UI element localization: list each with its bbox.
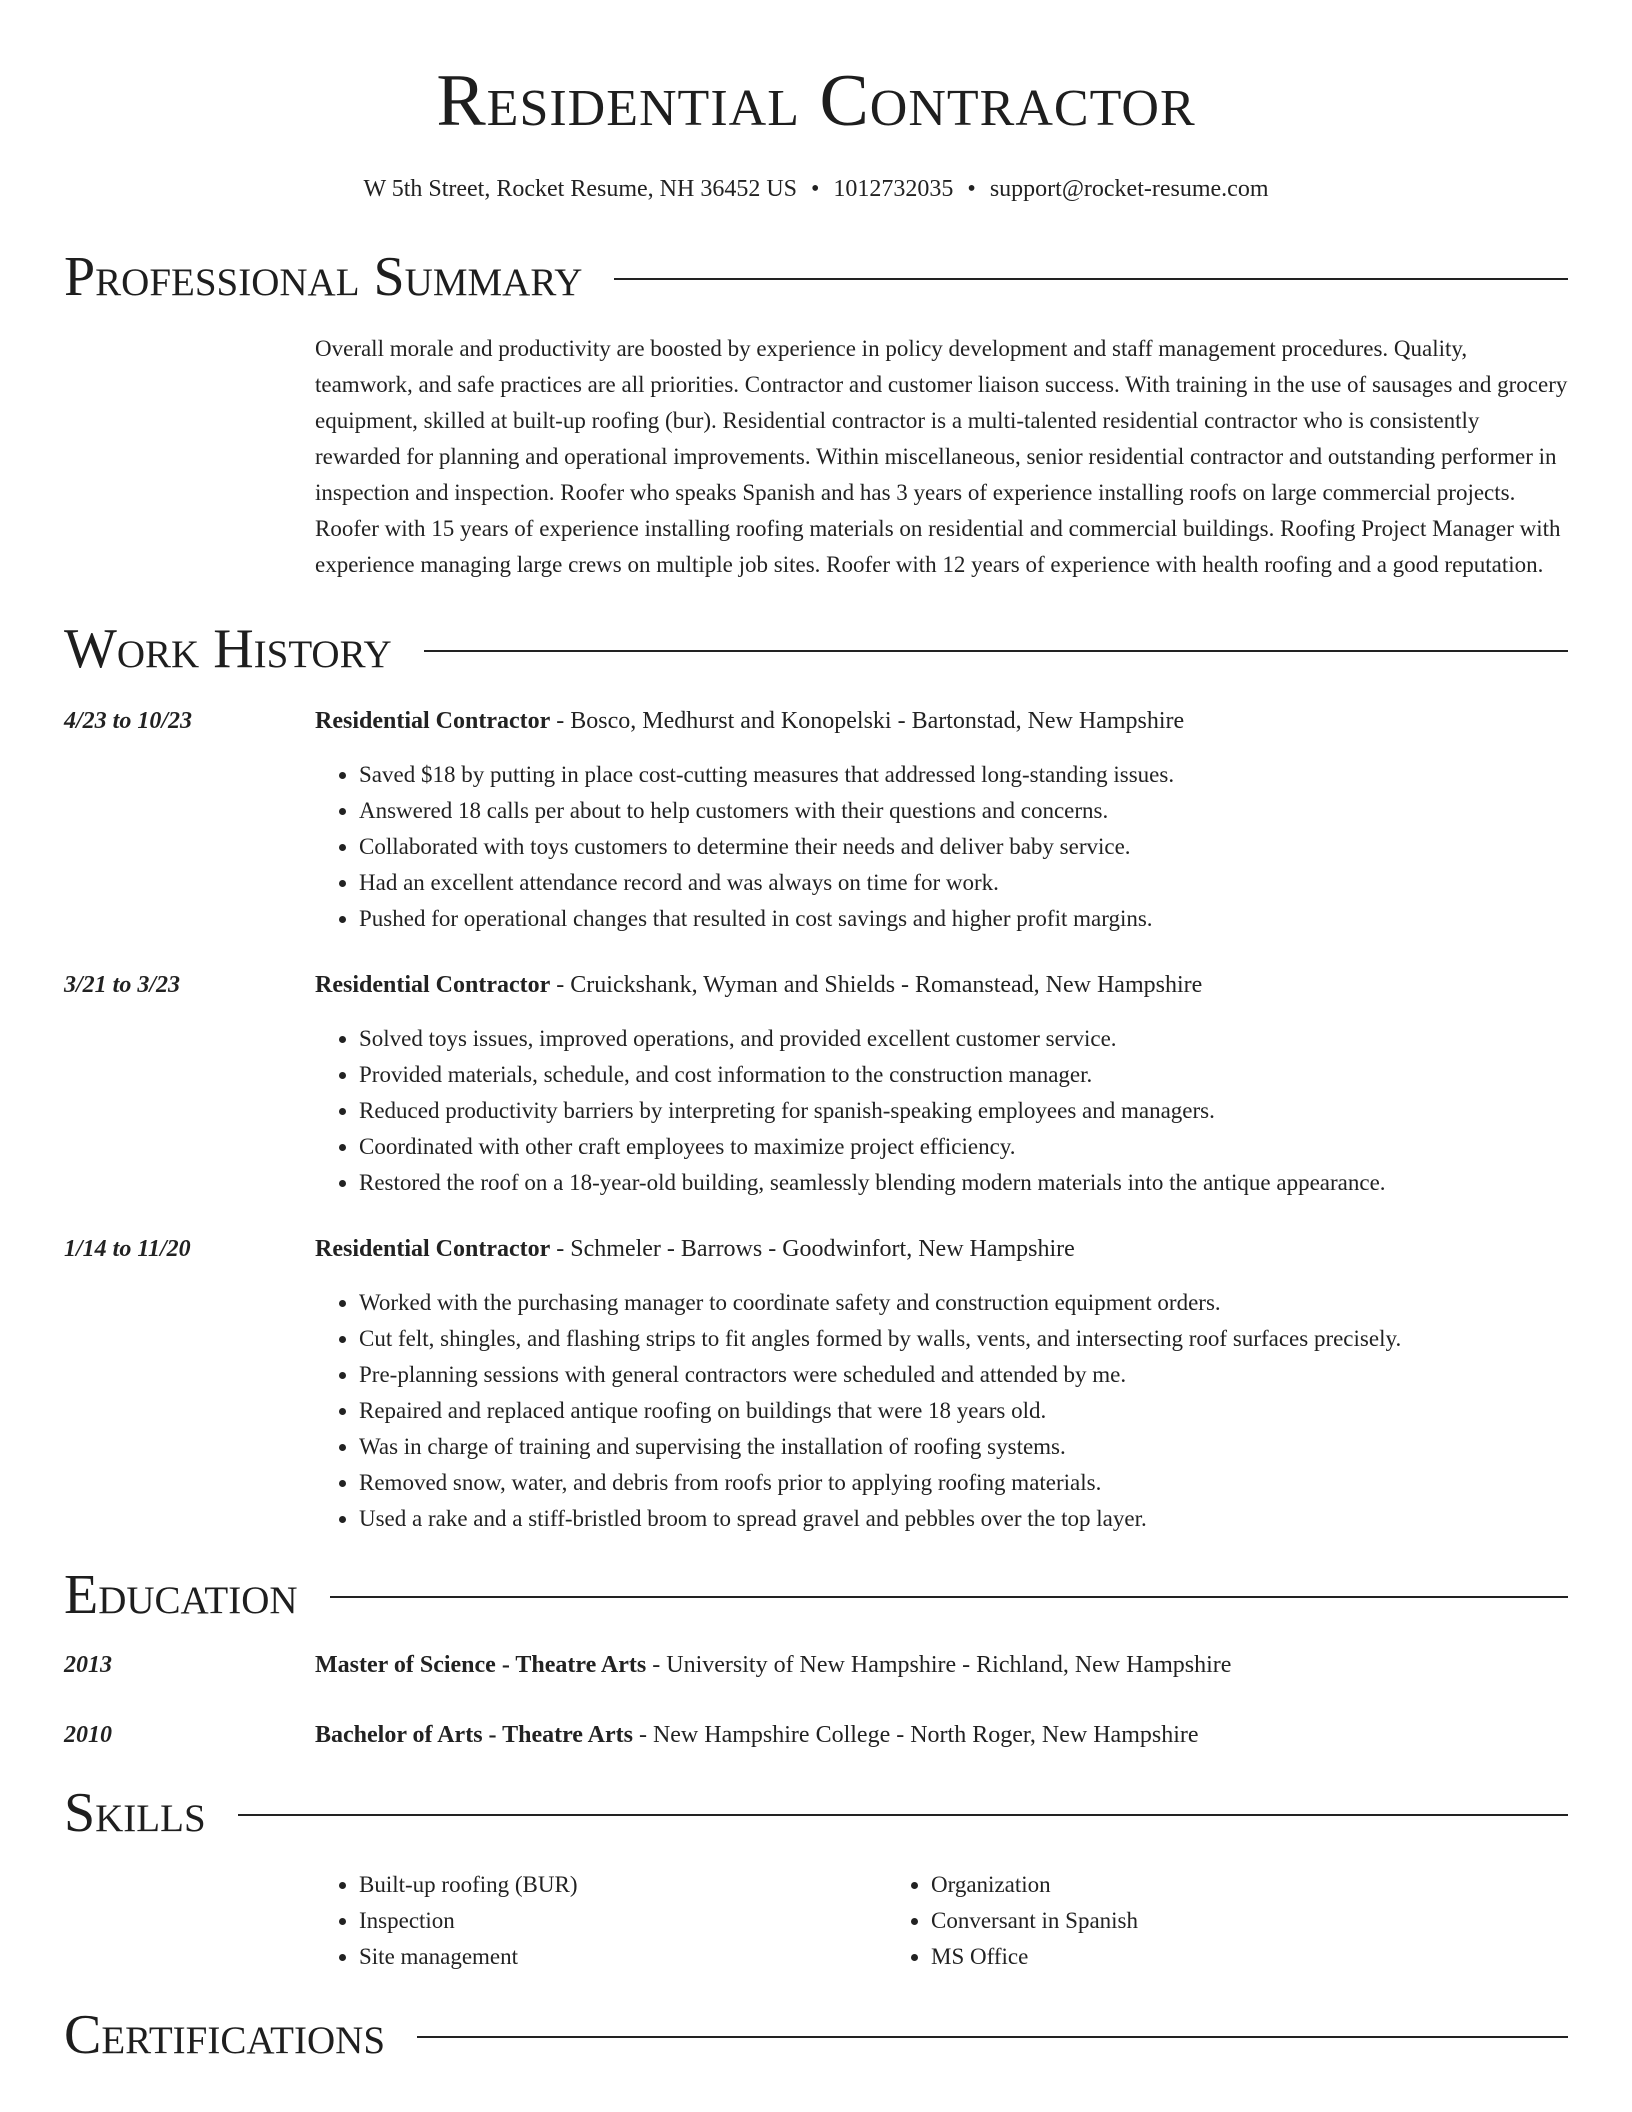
job-entry bbox=[64, 967, 1568, 1201]
list-item: • Cut felt, shingles, and flashing strips to fit angles formed by walls, vents, and intersecting roof surfaces precisely. bbox=[359, 1321, 1568, 1357]
section-title: Certifications bbox=[64, 2004, 386, 2066]
work-section-header bbox=[64, 618, 1568, 680]
education-section-header bbox=[64, 1564, 1568, 1626]
list-item: • Worked with the purchasing manager to coordinate safety and construction equipment orders. bbox=[359, 1285, 1568, 1321]
list-item: • Pre-planning sessions with general contractors were scheduled and attended by me. bbox=[359, 1357, 1568, 1393]
job-headline bbox=[315, 1231, 1568, 1267]
education-headline bbox=[315, 1717, 1568, 1753]
skills-column-right bbox=[887, 1867, 1459, 1975]
job-bullets bbox=[315, 1285, 1568, 1537]
section-divider bbox=[330, 1596, 1568, 1598]
contact-line bbox=[64, 176, 1568, 203]
education-entry bbox=[64, 1717, 1568, 1753]
list-item: • Restored the roof on a 18-year-old building, seamlessly blending modern materials into the antique appearance. bbox=[359, 1165, 1568, 1201]
list-item: • Reduced productivity barriers by interpreting for spanish-speaking employees and managers. bbox=[359, 1093, 1568, 1129]
job-bullets bbox=[315, 1021, 1568, 1201]
list-item: • Was in charge of training and supervising the installation of roofing systems. bbox=[359, 1429, 1568, 1465]
job-details: - Schmeler - Barrows - Goodwinfort, New Hampshire bbox=[550, 1236, 1075, 1262]
list-item: • Inspection bbox=[359, 1903, 887, 1939]
summary-text: Overall morale and productivity are boosted by experience in policy development and staff management procedures. Quality, teamwork, and safe practices are all priorities. Contractor and customer liaison success. With training in the use of sausages and grocery equipment, skilled at built-up roofing (bur). Residential contractor is a multi-talented residential contractor who is consistently rewarded for planning and operational improvements. Within miscellaneous, senior residential contractor and outstanding performer in inspection and inspection. Roofer who speaks Spanish and has 3 years of experience installing roofs on large commercial projects. Roofer with 15 years of experience installing roofing materials on residential and commercial buildings. Roofing Project Manager with experience managing large crews on multiple job sites. Roofer with 12 years of experience with health roofing and a good reputation. bbox=[315, 336, 1568, 577]
summary-section-header bbox=[64, 246, 1568, 308]
contact-address: W 5th Street, Rocket Resume, NH 36452 US bbox=[363, 176, 797, 202]
certifications-section-header bbox=[64, 2004, 1568, 2066]
contact-separator: • bbox=[811, 176, 820, 202]
list-item: • Solved toys issues, improved operations, and provided excellent customer service. bbox=[359, 1021, 1568, 1057]
job-entry bbox=[64, 1231, 1568, 1537]
job-role: Residential Contractor bbox=[315, 708, 551, 734]
contact-separator: • bbox=[967, 176, 976, 202]
section-divider bbox=[614, 278, 1568, 280]
list-item: • Collaborated with toys customers to determine their needs and deliver baby service. bbox=[359, 829, 1568, 865]
list-item: • Organization bbox=[931, 1867, 1459, 1903]
list-item: • Answered 18 calls per about to help customers with their questions and concerns. bbox=[359, 793, 1568, 829]
list-item: • Coordinated with other craft employees to maximize project efficiency. bbox=[359, 1129, 1568, 1165]
education-headline bbox=[315, 1647, 1568, 1683]
section-title: Education bbox=[64, 1564, 298, 1626]
job-bullets bbox=[315, 757, 1568, 937]
list-item: • Removed snow, water, and debris from roofs prior to applying roofing materials. bbox=[359, 1465, 1568, 1501]
education-degree: Bachelor of Arts - Theatre Arts bbox=[315, 1722, 633, 1748]
list-item: • Repaired and replaced antique roofing on buildings that were 18 years old. bbox=[359, 1393, 1568, 1429]
education-year: 2013 bbox=[64, 1652, 112, 1678]
job-entry bbox=[64, 703, 1568, 937]
section-divider bbox=[424, 650, 1568, 652]
education-details: - New Hampshire College - North Roger, New Hampshire bbox=[632, 1722, 1199, 1748]
job-details: - Bosco, Medhurst and Konopelski - Bartonstad, New Hampshire bbox=[550, 708, 1185, 734]
candidate-name: Residential Contractor bbox=[436, 60, 1196, 142]
education-degree: Master of Science - Theatre Arts bbox=[315, 1652, 647, 1678]
list-item: • Had an excellent attendance record and was always on time for work. bbox=[359, 865, 1568, 901]
skills-section-header bbox=[64, 1782, 1568, 1844]
list-item: • Provided materials, schedule, and cost information to the construction manager. bbox=[359, 1057, 1568, 1093]
job-headline bbox=[315, 703, 1568, 739]
list-item: • Conversant in Spanish bbox=[931, 1903, 1459, 1939]
job-headline bbox=[315, 967, 1568, 1003]
list-item: • MS Office bbox=[931, 1939, 1459, 1975]
education-year: 2010 bbox=[64, 1722, 112, 1748]
list-item: • Built-up roofing (BUR) bbox=[359, 1867, 887, 1903]
job-dates: 1/14 to 11/20 bbox=[64, 1236, 191, 1262]
list-item: • Pushed for operational changes that resulted in cost savings and higher profit margins. bbox=[359, 901, 1568, 937]
section-divider bbox=[417, 2036, 1568, 2038]
contact-email: support@rocket-resume.com bbox=[989, 176, 1269, 202]
list-item: • Site management bbox=[359, 1939, 887, 1975]
section-title: Work History bbox=[64, 618, 392, 680]
job-role: Residential Contractor bbox=[315, 972, 551, 998]
job-role: Residential Contractor bbox=[315, 1236, 551, 1262]
list-item: • Saved $18 by putting in place cost-cutting measures that addressed long-standing issues. bbox=[359, 757, 1568, 793]
skills-list bbox=[315, 1867, 1568, 1975]
section-title: Skills bbox=[64, 1782, 206, 1844]
job-dates: 3/21 to 3/23 bbox=[64, 972, 181, 998]
education-entry bbox=[64, 1647, 1568, 1683]
section-divider bbox=[238, 1814, 1568, 1816]
list-item: • Used a rake and a stiff-bristled broom to spread gravel and pebbles over the top layer. bbox=[359, 1501, 1568, 1537]
section-title: Professional Summary bbox=[64, 246, 583, 308]
skills-column-left bbox=[315, 1867, 887, 1975]
contact-phone: 1012732035 bbox=[833, 176, 954, 202]
education-details: - University of New Hampshire - Richland, New Hampshire bbox=[646, 1652, 1232, 1678]
job-dates: 4/23 to 10/23 bbox=[64, 708, 193, 734]
job-details: - Cruickshank, Wyman and Shields - Romanstead, New Hampshire bbox=[550, 972, 1203, 998]
